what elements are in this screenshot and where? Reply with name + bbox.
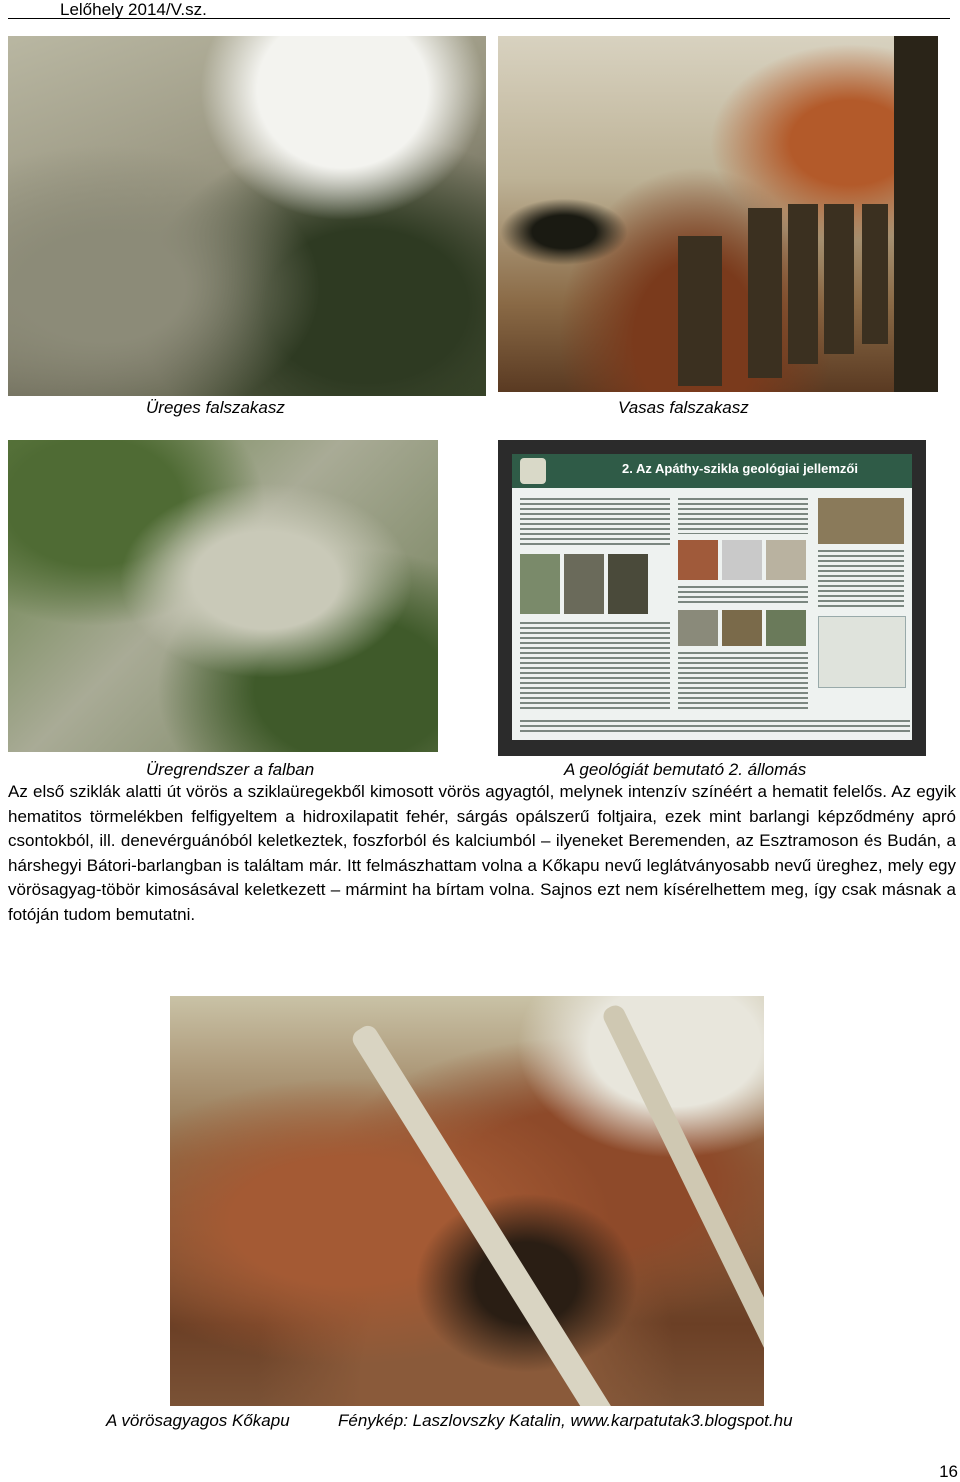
board-text-block bbox=[520, 498, 670, 548]
board-text-block bbox=[678, 498, 808, 534]
board-text-block bbox=[678, 586, 808, 606]
caption-bottom: A vörösagyagos Kőkapu bbox=[106, 1411, 290, 1430]
board-photo bbox=[722, 610, 762, 646]
caption-top-right: Vasas falszakasz bbox=[618, 398, 749, 417]
board-photo bbox=[678, 540, 718, 580]
caption-middle-right: A geológiát bemutató 2. állomás bbox=[564, 760, 807, 779]
board-text-block bbox=[520, 622, 670, 712]
header-rule bbox=[8, 18, 950, 19]
board-photo bbox=[520, 554, 560, 614]
board-logo-icon bbox=[520, 458, 546, 484]
tree-trunk bbox=[894, 36, 938, 392]
wooden-post bbox=[862, 204, 888, 344]
photo-credit: Fénykép: Laszlovszky Katalin, www.karpatutak3.blogspot.hu bbox=[338, 1411, 793, 1430]
tree-trunk bbox=[600, 1002, 764, 1389]
board-header bbox=[512, 454, 912, 488]
board-map bbox=[818, 616, 906, 688]
caption-top-left: Üreges falszakasz bbox=[146, 398, 285, 417]
photo-hollow-wall-section bbox=[8, 36, 486, 396]
board-text-block bbox=[678, 652, 808, 712]
body-paragraph: Az első sziklák alatti út vörös a sziklaüregekből kimosott vörös agyagtól, melynek intenzív színéért a hematit felelős. Az egyik hematitos törmelékben felfigyeltem a hidroxilapatit fehér, sárgás opálszerű foltjaira, ezek mint barlangi képződmény apró csontokból, ill. denevérguánóból keletkeztek, foszforból és kalciumból – ilyeneket Beremenden, az Esztramoson és Budán, a hárshegyi Bátori-barlangban is találtam már. Itt felmászhattam volna a Kőkapu nevű leglátványosabb nevű üreghez, mely egy vörösagyag-töbör kimosásával keletkezett – mármint ha bírtam volna. Sajnos ezt nem kísérelhettem meg, így csak másnak a fotóján tudom bemutatni. bbox=[8, 782, 956, 924]
photo-geology-info-board bbox=[498, 440, 926, 756]
photo-red-clay-stone-gate bbox=[170, 996, 764, 1406]
board-title: 2. Az Apáthy-szikla geológiai jellemzői bbox=[622, 461, 858, 476]
wooden-post bbox=[678, 236, 722, 386]
board-photo bbox=[722, 540, 762, 580]
board-photo bbox=[678, 610, 718, 646]
wooden-post bbox=[788, 204, 818, 364]
board-photo bbox=[818, 498, 904, 544]
board-photo bbox=[608, 554, 648, 614]
wooden-post bbox=[824, 204, 854, 354]
info-board bbox=[512, 454, 912, 740]
board-photo bbox=[766, 540, 806, 580]
board-text-block bbox=[818, 550, 904, 610]
running-title: Lelőhely 2014/V.sz. bbox=[60, 0, 207, 19]
fallen-tree-trunk bbox=[349, 1022, 668, 1406]
board-photo bbox=[564, 554, 604, 614]
board-footer-logos bbox=[520, 720, 910, 732]
photo-cave-system-in-wall bbox=[8, 440, 438, 752]
wooden-post bbox=[748, 208, 782, 378]
page-number: 16 bbox=[939, 1462, 958, 1481]
photo-iron-wall-section bbox=[498, 36, 938, 392]
board-photo bbox=[766, 610, 806, 646]
caption-middle-left: Üregrendszer a falban bbox=[146, 760, 315, 779]
